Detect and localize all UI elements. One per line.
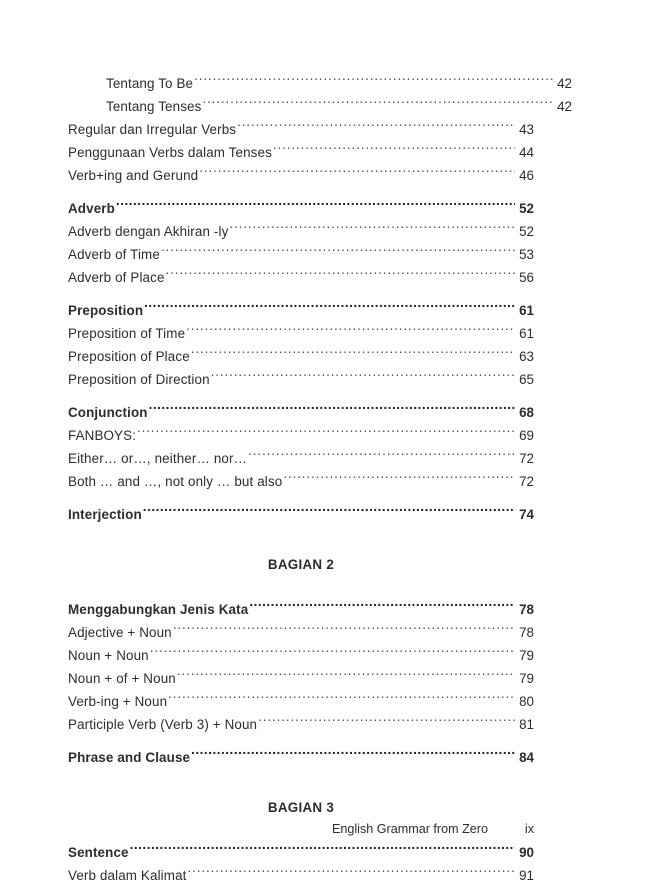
toc-page [68,72,572,887]
toc-entry-page-number: 72 [519,474,534,489]
toc-entry-label: Participle Verb (Verb 3) + Noun [68,717,258,732]
toc-entry[interactable] [68,95,572,118]
toc-entry-label: Adverb [68,201,115,216]
toc-entry[interactable] [68,322,534,345]
toc-entry-page-number: 72 [519,451,534,466]
toc-entry-page-number: 63 [519,349,534,364]
toc-dot-leader [188,867,515,880]
toc-entry-page-number: 65 [519,372,534,387]
toc-entry[interactable] [68,864,534,887]
toc-dot-leader [283,473,515,486]
toc-entry-page-number: 81 [519,717,534,732]
toc-entry[interactable] [68,644,534,667]
toc-entry-label: Adverb of Place [68,270,165,285]
toc-section-entry[interactable] [68,401,534,424]
toc-entry-label: Both … and …, not only … but also [68,474,283,489]
toc-dot-leader [194,75,553,88]
toc-dot-leader [137,427,515,440]
toc-section-divider: BAGIAN 2 [267,557,335,572]
toc-entry[interactable] [68,345,534,368]
toc-dot-leader [191,749,515,762]
toc-entry-page-number: 56 [519,270,534,285]
toc-entry[interactable] [68,690,534,713]
toc-entry-label: Menggabungkan Jenis Kata [68,602,249,617]
toc-dot-leader [186,325,515,338]
toc-entry-page-number: 43 [519,122,534,137]
toc-entry-label: Regular dan Irregular Verbs [68,122,237,137]
toc-entry-page-number: 74 [519,507,534,522]
toc-entry-page-number: 79 [519,648,534,663]
toc-dot-leader [173,624,515,637]
toc-entry-list [68,72,572,887]
toc-dot-leader [149,404,515,417]
toc-entry-label: Either… or…, neither… nor… [68,451,248,466]
toc-section-entry[interactable] [68,197,534,220]
toc-entry-page-number: 69 [519,428,534,443]
toc-entry-page-number: 90 [519,845,534,860]
toc-entry-page-number: 44 [519,145,534,160]
toc-section-entry[interactable] [68,503,534,526]
toc-entry-page-number: 52 [519,201,534,216]
toc-entry[interactable] [68,72,572,95]
toc-entry-page-number: 91 [519,868,534,883]
toc-entry[interactable] [68,266,534,289]
toc-entry-label: Penggunaan Verbs dalam Tenses [68,145,272,160]
toc-section-divider: BAGIAN 3 [267,800,335,815]
toc-entry-label: Preposition [68,303,144,318]
toc-entry-page-number: 79 [519,671,534,686]
toc-entry-label: Adjective + Noun [68,625,172,640]
toc-entry-label: Noun + of + Noun [68,671,176,686]
toc-entry-label: Interjection [68,507,142,522]
toc-entry-page-number: 84 [519,750,534,765]
toc-dot-leader [199,167,515,180]
toc-entry-label: Verb dalam Kalimat [68,868,187,883]
toc-dot-leader [177,670,515,683]
toc-entry-page-number: 61 [519,326,534,341]
toc-entry-label: Phrase and Clause [68,750,191,765]
toc-dot-leader [258,716,515,729]
toc-dot-leader [168,693,515,706]
toc-dot-leader [229,223,515,236]
toc-entry-page-number: 42 [557,99,572,114]
toc-dot-leader [191,348,515,361]
toc-entry[interactable] [68,470,534,493]
toc-entry-label: Noun + Noun [68,648,149,663]
toc-entry[interactable] [68,243,534,266]
toc-entry[interactable] [68,424,534,447]
toc-entry-label: Tentang Tenses [106,99,202,114]
toc-dot-leader [211,371,515,384]
toc-section-entry[interactable] [68,746,534,769]
toc-entry-label: Verb-ing + Noun [68,694,168,709]
toc-entry-page-number: 68 [519,405,534,420]
toc-dot-leader [248,450,515,463]
toc-dot-leader [273,144,515,157]
footer-book-title: English Grammar from Zero [331,822,488,836]
toc-entry-page-number: 52 [519,224,534,239]
toc-entry[interactable] [68,368,534,391]
toc-entry-label: Verb+ing and Gerund [68,168,199,183]
toc-entry-label: Preposition of Direction [68,372,210,387]
toc-entry-page-number: 46 [519,168,534,183]
toc-entry[interactable] [68,447,534,470]
toc-entry-label: Conjunction [68,405,148,420]
toc-entry[interactable] [68,667,534,690]
toc-section-entry[interactable] [68,598,534,621]
toc-entry-page-number: 78 [519,602,534,617]
toc-entry-page-number: 78 [519,625,534,640]
toc-dot-leader [116,200,515,213]
toc-dot-leader [130,844,515,857]
toc-entry-label: Adverb of Time [68,247,160,262]
toc-entry[interactable] [68,141,534,164]
toc-entry[interactable] [68,713,534,736]
toc-entry-label: FANBOYS: [68,428,137,443]
toc-entry-label: Preposition of Time [68,326,186,341]
toc-entry-label: Sentence [68,845,129,860]
toc-dot-leader [202,98,553,111]
toc-entry-page-number: 53 [519,247,534,262]
toc-dot-leader [237,121,515,134]
toc-entry[interactable] [68,621,534,644]
footer-page-number: ix [524,822,534,836]
page-footer [68,820,534,838]
toc-section-entry[interactable] [68,841,534,864]
toc-section-entry[interactable] [68,299,534,322]
toc-entry-label: Adverb dengan Akhiran -ly [68,224,229,239]
toc-entry[interactable] [68,164,534,187]
toc-dot-leader [150,647,515,660]
toc-entry-label: Preposition of Place [68,349,190,364]
toc-dot-leader [143,506,515,519]
toc-entry-page-number: 42 [557,76,572,91]
toc-entry[interactable] [68,118,534,141]
toc-dot-leader [144,302,515,315]
toc-entry-page-number: 61 [519,303,534,318]
toc-entry-label: Tentang To Be [106,76,194,91]
toc-dot-leader [249,601,515,614]
toc-entry-page-number: 80 [519,694,534,709]
toc-dot-leader [166,269,515,282]
toc-entry[interactable] [68,220,534,243]
toc-dot-leader [161,246,515,259]
